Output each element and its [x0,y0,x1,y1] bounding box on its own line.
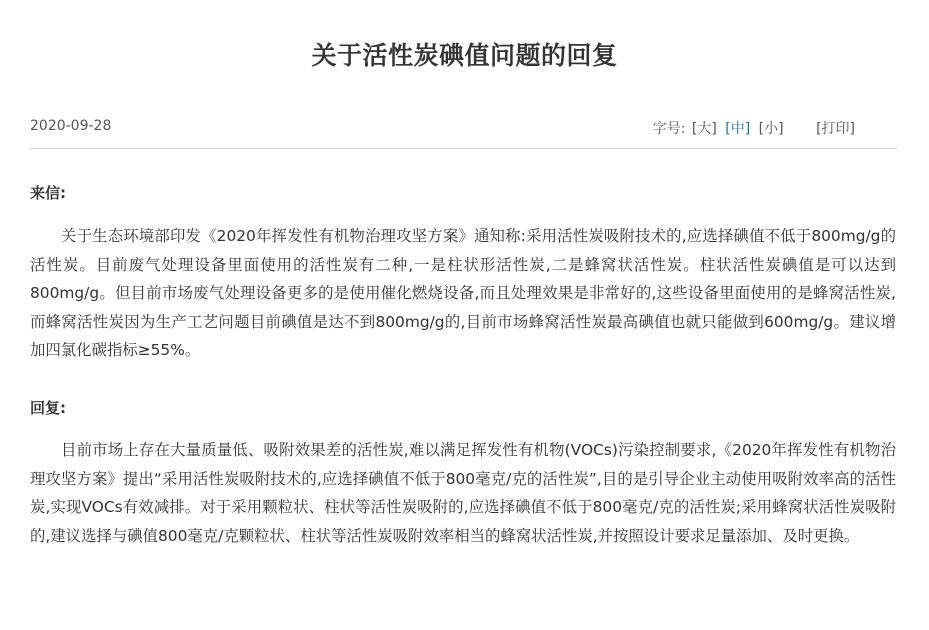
meta-bar [30,116,897,140]
print-button[interactable]: [打印] [816,121,855,137]
reply-heading: 回复: [30,399,66,417]
header-divider [30,148,897,149]
reply-body: 目前市场上存在大量质量低、吸附效果差的活性炭,难以满足挥发性有机物(VOCs)污染控制要求,《2020年挥发性有机物治理攻坚方案》提出“采用活性炭吸附技术的,应选择碘值不低于800毫克/克的活性炭”,目的是引导企业主动使用吸附效率高的活性炭,实现VOCs有效减排。对于采用颗粒状、柱状等活性炭吸附的,应选择碘值不低于800毫克/克的活性炭;采用蜂窝状活性炭吸附的,建议选择与碘值800毫克/克颗粒状、柱状等活性炭吸附效率相当的蜂窝状活性炭,并按照设计要求足量添加、及时更换。 [30,441,896,545]
font-size-large-button[interactable]: [大] [691,121,717,137]
font-size-toolbar [653,118,855,138]
publish-date: 2020-09-28 [30,118,112,134]
letter-heading: 来信: [30,184,66,202]
font-size-medium-button[interactable]: [中] [725,121,751,137]
font-size-small-button[interactable]: [小] [758,121,784,137]
font-size-label: 字号: [652,121,686,137]
page-title: 关于活性炭碘值问题的回复 [311,41,618,70]
letter-body: 关于生态环境部印发《2020年挥发性有机物治理攻坚方案》通知称:采用活性炭吸附技术的,应选择碘值不低于800mg/g的活性炭。目前废气处理设备里面使用的活性炭有二种,一是柱状形活性炭,二是蜂窝状活性炭。柱状活性炭碘值是可以达到800mg/g。但目前市场废气处理设备更多的是使用催化燃烧设备,而且处理效果是非常好的,这些设备里面使用的是蜂窝活性炭,而蜂窝活性炭因为生产工艺问题目前碘值是达不到800mg/g的,目前市场蜂窝活性炭最高碘值也就只能做到600mg/g。建议增加四氯化碳指标≥55%。 [30,227,896,360]
